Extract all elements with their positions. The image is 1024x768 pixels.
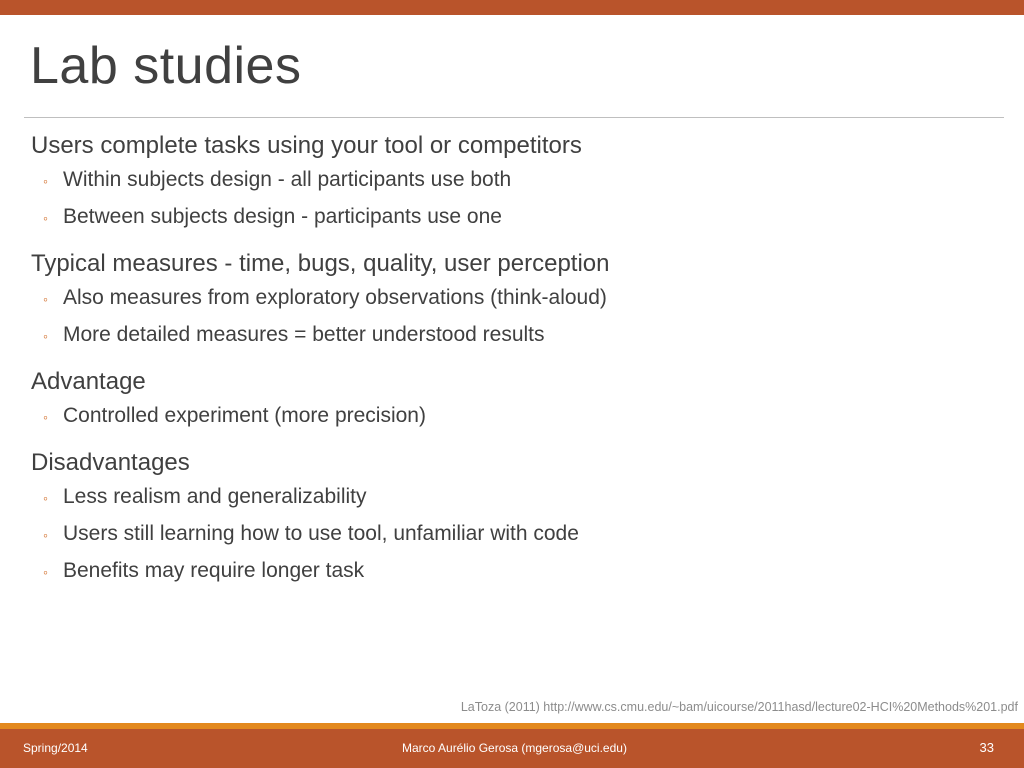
bullet-list	[31, 162, 991, 236]
section-measures	[31, 248, 991, 354]
bullet-circle-icon: ◦	[43, 173, 48, 189]
slide-footer	[0, 729, 1024, 768]
bullet-text: Controlled experiment (more precision)	[63, 404, 426, 427]
list-item	[31, 317, 991, 354]
footer-term: Spring/2014	[23, 741, 88, 755]
bullet-text: More detailed measures = better understood results	[63, 323, 545, 346]
section-heading: Advantage	[31, 368, 146, 395]
slide-body	[31, 130, 991, 602]
bullet-circle-icon: ◦	[43, 210, 48, 226]
citation-reference: LaToza (2011) http://www.cs.cmu.edu/~bam/uicourse/2011hasd/lecture02-HCI%20Methods%201.pdf	[460, 700, 1018, 714]
footer-author: Marco Aurélio Gerosa (mgerosa@uci.edu)	[402, 741, 627, 755]
list-item	[31, 516, 991, 553]
bullet-text: Also measures from exploratory observations (think-aloud)	[63, 286, 607, 309]
bullet-list	[31, 398, 991, 435]
bullet-list	[31, 280, 991, 354]
section-tasks	[31, 130, 991, 236]
bullet-text: Benefits may require longer task	[63, 559, 365, 582]
section-heading: Disadvantages	[31, 449, 190, 476]
list-item	[31, 398, 991, 435]
bullet-circle-icon: ◦	[43, 527, 48, 543]
title-divider	[24, 117, 1004, 118]
list-item	[31, 199, 991, 236]
list-item	[31, 162, 991, 199]
list-item	[31, 553, 991, 590]
bullet-circle-icon: ◦	[43, 291, 48, 307]
bullet-circle-icon: ◦	[43, 409, 48, 425]
top-accent-bar	[0, 0, 1024, 15]
section-disadvantages	[31, 447, 991, 590]
slide-number: 33	[979, 740, 994, 755]
bullet-circle-icon: ◦	[43, 490, 48, 506]
bullet-text: Less realism and generalizability	[63, 485, 367, 508]
section-heading: Users complete tasks using your tool or competitors	[31, 132, 582, 159]
bullet-text: Between subjects design - participants use one	[63, 205, 502, 228]
list-item	[31, 280, 991, 317]
slide-title: Lab studies	[30, 37, 302, 95]
list-item	[31, 479, 991, 516]
bullet-list	[31, 479, 991, 590]
section-heading: Typical measures - time, bugs, quality, user perception	[31, 250, 610, 277]
bullet-text: Users still learning how to use tool, unfamiliar with code	[63, 522, 579, 545]
bullet-circle-icon: ◦	[43, 564, 48, 580]
bullet-circle-icon: ◦	[43, 328, 48, 344]
section-advantage	[31, 366, 991, 435]
bullet-text: Within subjects design - all participants use both	[63, 168, 512, 191]
